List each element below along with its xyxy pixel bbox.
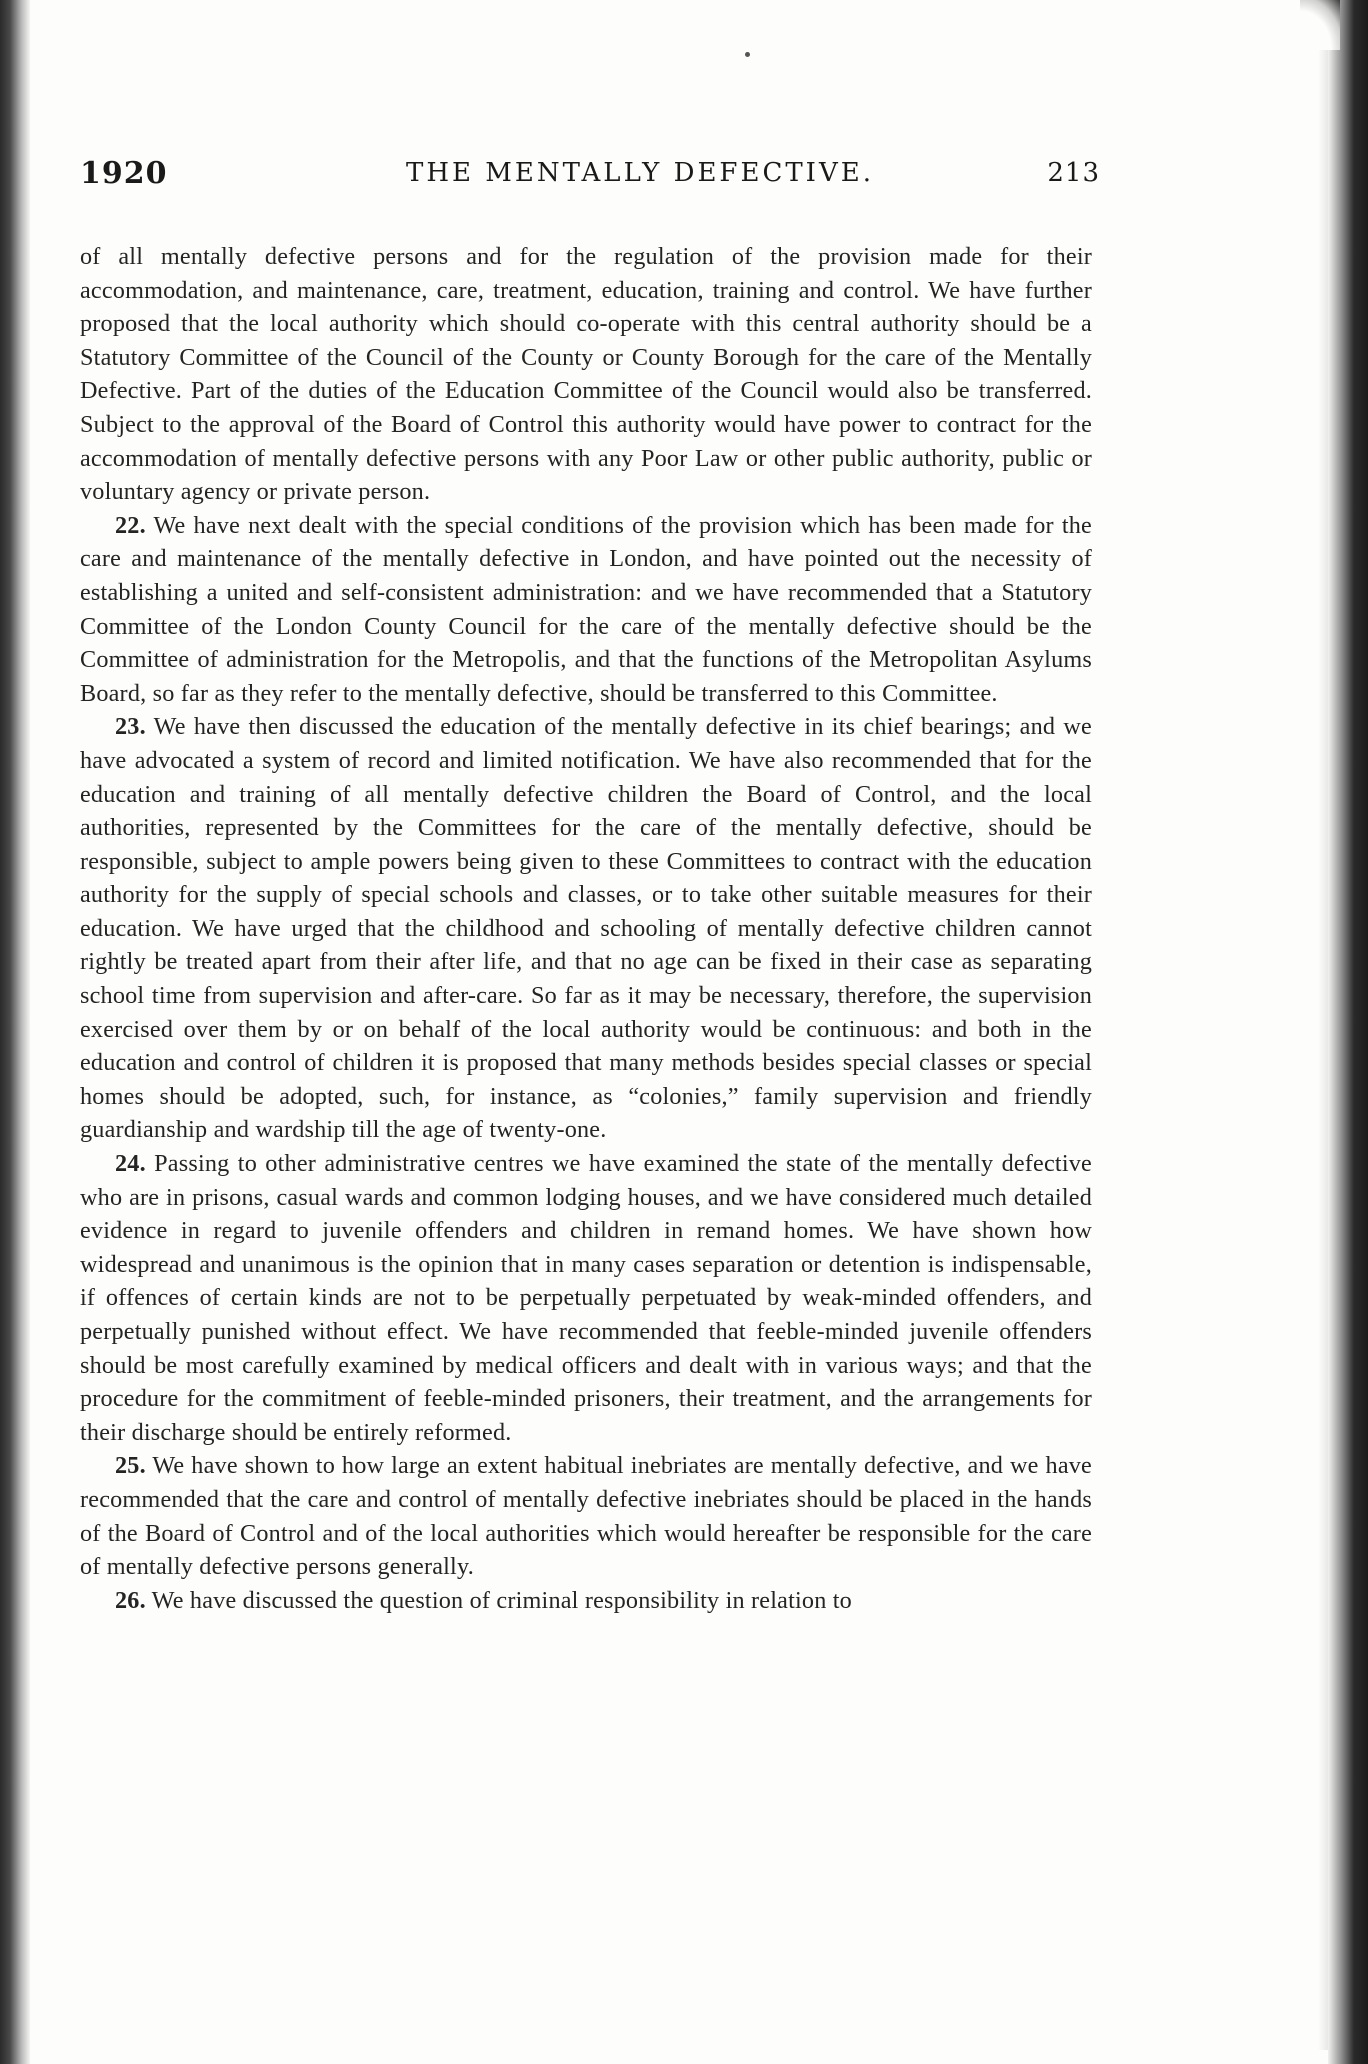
page-corner	[1300, 0, 1340, 50]
ink-speck	[745, 52, 750, 57]
body-text	[80, 240, 1092, 1617]
paragraph-text: We have discussed the question of criminal responsibility in relation to	[151, 1586, 852, 1614]
paragraph-text: We have then discussed the education of the mentally defective in its chief bearings; and we have advocated a system of record and limited notification. We have also recommended that for the education and training of all mentally defective children the Board of Control, and the local authorities, represented by the Committees for the care of the mentally defective, should be responsible, subject to ample powers being given to these Committees to contract with the education authority for the supply of special schools and classes, or to take other suitable measures for their education. We have urged that the childhood and schooling of mentally defective children cannot rightly be treated apart from their after life, and that no age can be fixed in their case as separating school time from supervision and after-care. So far as it may be necessary, therefore, the supervision exercised over them by or on behalf of the local authority would be continuous: and both in the education and control of children it is proposed that many methods besides special classes or special homes should be adopted, such, for instance, as “colonies,” family supervision and friendly guardianship and wardship till the age of twenty-one.	[80, 713, 1092, 1144]
paragraph-number: 25.	[115, 1452, 146, 1480]
running-header	[80, 156, 1100, 196]
paragraph-continued	[80, 240, 1092, 509]
paragraph-number: 24.	[115, 1150, 146, 1178]
header-title: THE MENTALLY DEFECTIVE.	[406, 158, 874, 188]
paragraph-22	[80, 509, 1092, 711]
paragraph-number: 23.	[115, 713, 146, 741]
paragraph-text: We have shown to how large an extent habitual inebriates are mentally defective, and we have recommended that the care and control of mentally defective inebriates should be placed in the hands of the Board of Control and of the local authorities which would hereafter be responsible for the care of mentally defective persons generally.	[80, 1452, 1092, 1581]
page-shadow	[1318, 20, 1328, 2050]
paragraph-text: Passing to other administrative centres we have examined the state of the mentally defective who are in prisons, casual wards and common lodging houses, and we have considered much detailed evidence in regard to juvenile offenders and children in remand homes. We have shown how widespread and unanimous is the opinion that in many cases separation or detention is indispensable, if offences of certain kinds are not to be perpetually perpetuated by weak-minded offenders, and perpetually punished without effect. We have recommended that feeble-minded juvenile offenders should be most carefully examined by medical officers and dealt with in various ways; and that the procedure for the commitment of feeble-minded prisoners, their treatment, and the arrangements for their discharge should be entirely reformed.	[80, 1150, 1092, 1446]
header-year: 1920	[80, 156, 168, 191]
paragraph-number: 22.	[115, 511, 146, 539]
binding-edge	[0, 0, 30, 2064]
paragraph-23	[80, 710, 1092, 1147]
paragraph-26	[80, 1584, 1092, 1618]
page-edge	[1328, 0, 1368, 2064]
paragraph-24	[80, 1147, 1092, 1449]
page-number: 213	[1047, 158, 1100, 188]
paragraph-text: of all mentally defective persons and for the regulation of the provision made for their accommodation, and maintenance, care, treatment, education, training and control. We have further proposed that the local authority which should co-operate with this central authority should be a Statutory Committee of the Council of the County or County Borough for the care of the Mentally Defective. Part of the duties of the Education Committee of the Council would also be transferred. Subject to the approval of the Board of Control this authority would have power to contract for the accommodation of mentally defective persons with any Poor Law or other public authority, public or voluntary agency or private person.	[80, 243, 1092, 506]
paragraph-number: 26.	[115, 1586, 146, 1614]
paragraph-25	[80, 1449, 1092, 1583]
paragraph-text: We have next dealt with the special conditions of the provision which has been made for the care and maintenance of the mentally defective in London, and have pointed out the necessity of establishing a united and self-consistent administration: and we have recommended that a Statutory Committee of the London County Council for the care of the mentally defective should be the Committee of administration for the Metropolis, and that the functions of the Metropolitan Asylums Board, so far as they refer to the mentally defective, should be transferred to this Committee.	[80, 511, 1092, 707]
